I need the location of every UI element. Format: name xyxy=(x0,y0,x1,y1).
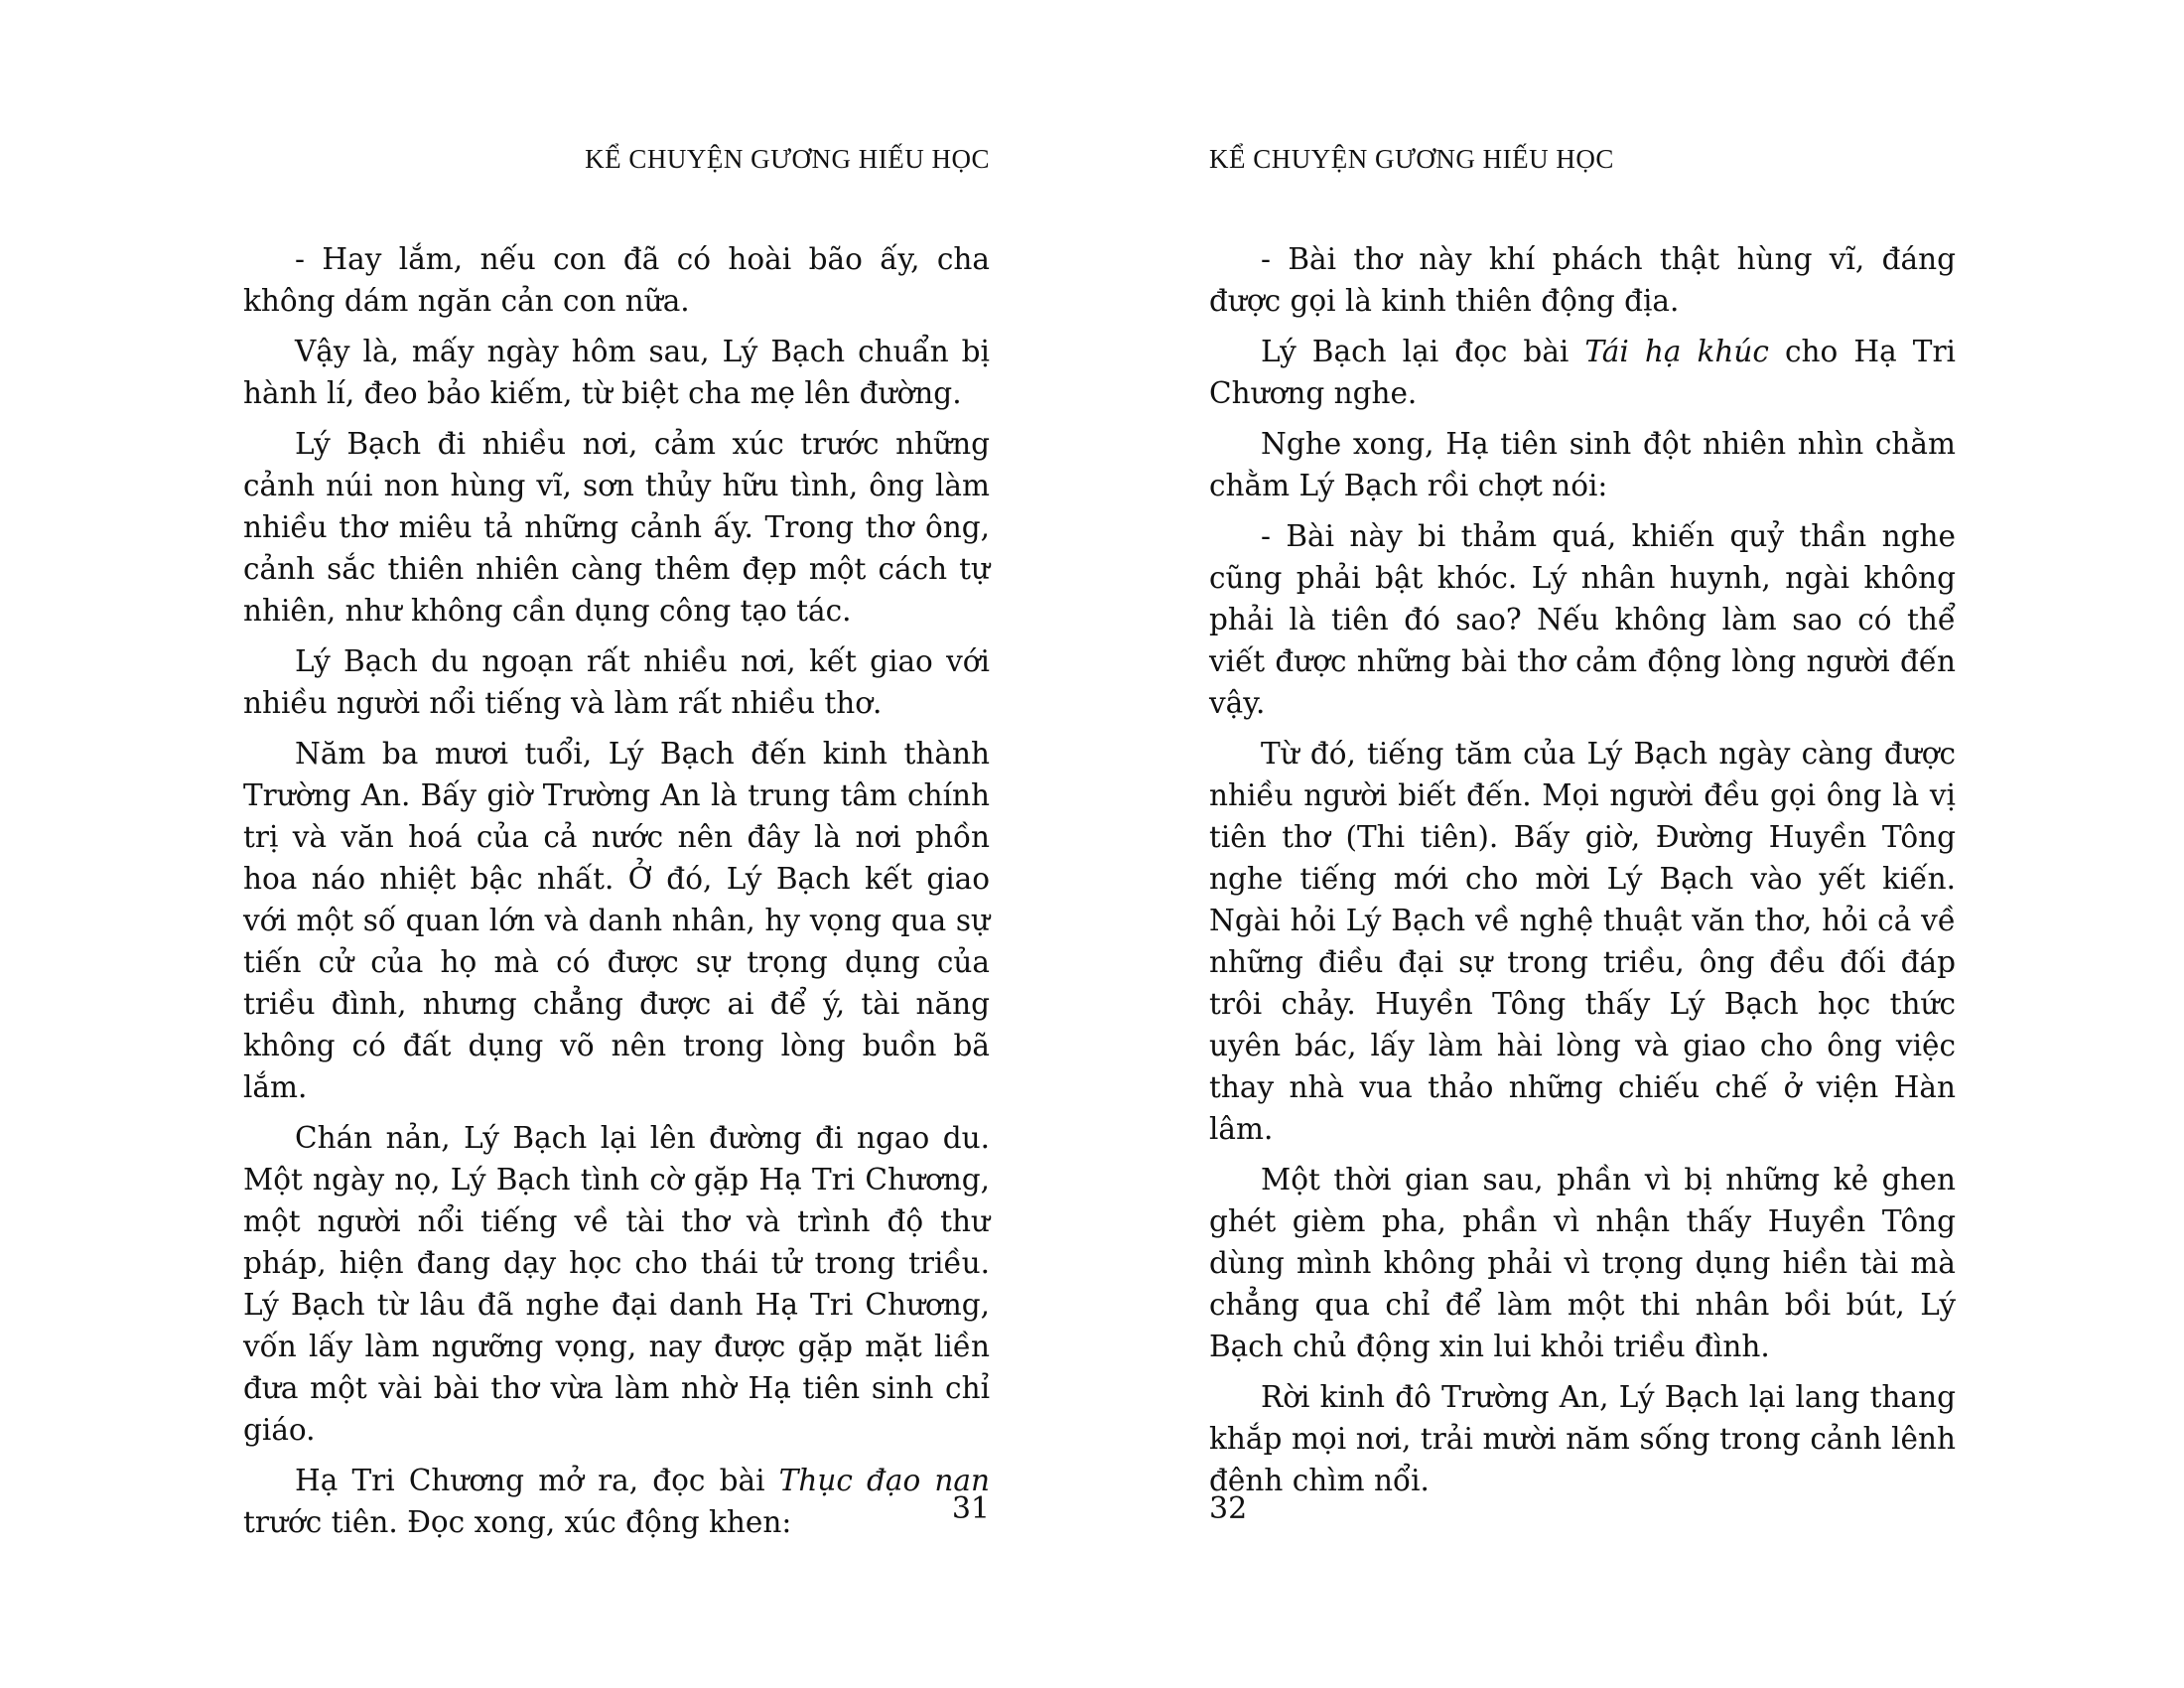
right-page xyxy=(1209,0,1956,1688)
paragraph: Vậy là, mấy ngày hôm sau, Lý Bạch chuẩn bị hành lí, đeo bảo kiếm, từ biệt cha mẹ lên đường. xyxy=(243,335,990,410)
left-body-text xyxy=(243,238,990,1552)
paragraph xyxy=(1209,331,1956,414)
poem-title: Tái hạ khúc xyxy=(1584,335,1769,368)
paragraph: Một thời gian sau, phần vì bị những kẻ ghen ghét gièm pha, phần vì nhận thấy Huyền Tông dùng mình không phải vì trọng dụng hiền tài mà chẳng qua chỉ để làm một thi nhân bồi bút, Lý Bạch chủ động xin lui khỏi triều đình. xyxy=(1209,1163,1956,1363)
paragraph-text: trước tiên. Đọc xong, xúc động khen: xyxy=(243,1505,792,1539)
paragraph: - Bài này bi thảm quá, khiến quỷ thần nghe cũng phải bật khóc. Lý nhân huynh, ngài không phải là tiên đó sao? Nếu không làm sao có thể viết được những bài thơ cảm động lòng người đến vậy. xyxy=(1209,519,1956,720)
paragraph: Năm ba mươi tuổi, Lý Bạch đến kinh thành Trường An. Bấy giờ Trường An là trung tâm chính trị và văn hoá của cả nước nên đây là nơi phồn hoa náo nhiệt bậc nhất. Ở đó, Lý Bạch kết giao với một số quan lớn và danh nhân, hy vọng qua sự tiến cử của họ mà có được sự trọng dụng của triều đình, nhưng chẳng được ai để ý, tài năng không có đất dụng võ nên trong lòng buồn bã lắm. xyxy=(243,737,990,1104)
paragraph xyxy=(243,1460,990,1543)
paragraph-text: Lý Bạch lại đọc bài xyxy=(1261,335,1585,368)
paragraph: Chán nản, Lý Bạch lại lên đường đi ngao du. Một ngày nọ, Lý Bạch tình cờ gặp Hạ Tri Chương, một người nổi tiếng về tài thơ và trình độ thư pháp, hiện đang dạy học cho thái tử trong triều. Lý Bạch từ lâu đã nghe đại danh Hạ Tri Chương, vốn lấy làm ngưỡng vọng, nay được gặp mặt liền đưa một vài bài thơ vừa làm nhờ Hạ tiên sinh chỉ giáo. xyxy=(243,1121,990,1447)
paragraph: - Bài thơ này khí phách thật hùng vĩ, đáng được gọi là kinh thiên động địa. xyxy=(1209,242,1956,318)
paragraph-text: cho Hạ Tri Chương nghe. xyxy=(1209,335,1956,410)
poem-title: Thục đạo nan xyxy=(778,1464,990,1497)
paragraph: Từ đó, tiếng tăm của Lý Bạch ngày càng được nhiều người biết đến. Mọi người đều gọi ông là vị tiên thơ (Thi tiên). Bấy giờ, Đường Huyền Tông nghe tiếng mới cho mời Lý Bạch vào yết kiến. Ngài hỏi Lý Bạch về nghệ thuật văn thơ, hỏi cả về những điều đại sự trong triều, ông đều đối đáp trôi chảy. Huyền Tông thấy Lý Bạch học thức uyên bác, lấy làm hài lòng và giao cho ông việc thay nhà vua thảo những chiếu chế ở viện Hàn lâm. xyxy=(1209,737,1956,1146)
paragraph: Rời kinh đô Trường An, Lý Bạch lại lang thang khắp mọi nơi, trải mười năm sống trong cảnh lênh đênh chìm nổi. xyxy=(1209,1380,1956,1497)
paragraph-text: Hạ Tri Chương mở ra, đọc bài xyxy=(295,1464,779,1497)
left-page-number: 31 xyxy=(951,1491,990,1526)
paragraph: Nghe xong, Hạ tiên sinh đột nhiên nhìn chằm chằm Lý Bạch rồi chợt nói: xyxy=(1209,427,1956,502)
left-running-header: KỂ CHUYỆN GƯƠNG HIẾU HỌC xyxy=(585,144,990,174)
left-page xyxy=(243,0,990,1688)
paragraph: - Hay lắm, nếu con đã có hoài bão ấy, cha không dám ngăn cản con nữa. xyxy=(243,242,990,318)
right-page-number: 32 xyxy=(1209,1491,1248,1526)
right-running-header: KỂ CHUYỆN GƯƠNG HIẾU HỌC xyxy=(1209,144,1614,174)
paragraph: Lý Bạch du ngoạn rất nhiều nơi, kết giao với nhiều người nổi tiếng và làm rất nhiều thơ. xyxy=(243,644,990,720)
right-body-text xyxy=(1209,238,1956,1510)
paragraph: Lý Bạch đi nhiều nơi, cảm xúc trước những cảnh núi non hùng vĩ, sơn thủy hữu tình, ông làm nhiều thơ miêu tả những cảnh ấy. Trong thơ ông, cảnh sắc thiên nhiên càng thêm đẹp một cách tự nhiên, như không cần dụng công tạo tác. xyxy=(243,427,990,628)
